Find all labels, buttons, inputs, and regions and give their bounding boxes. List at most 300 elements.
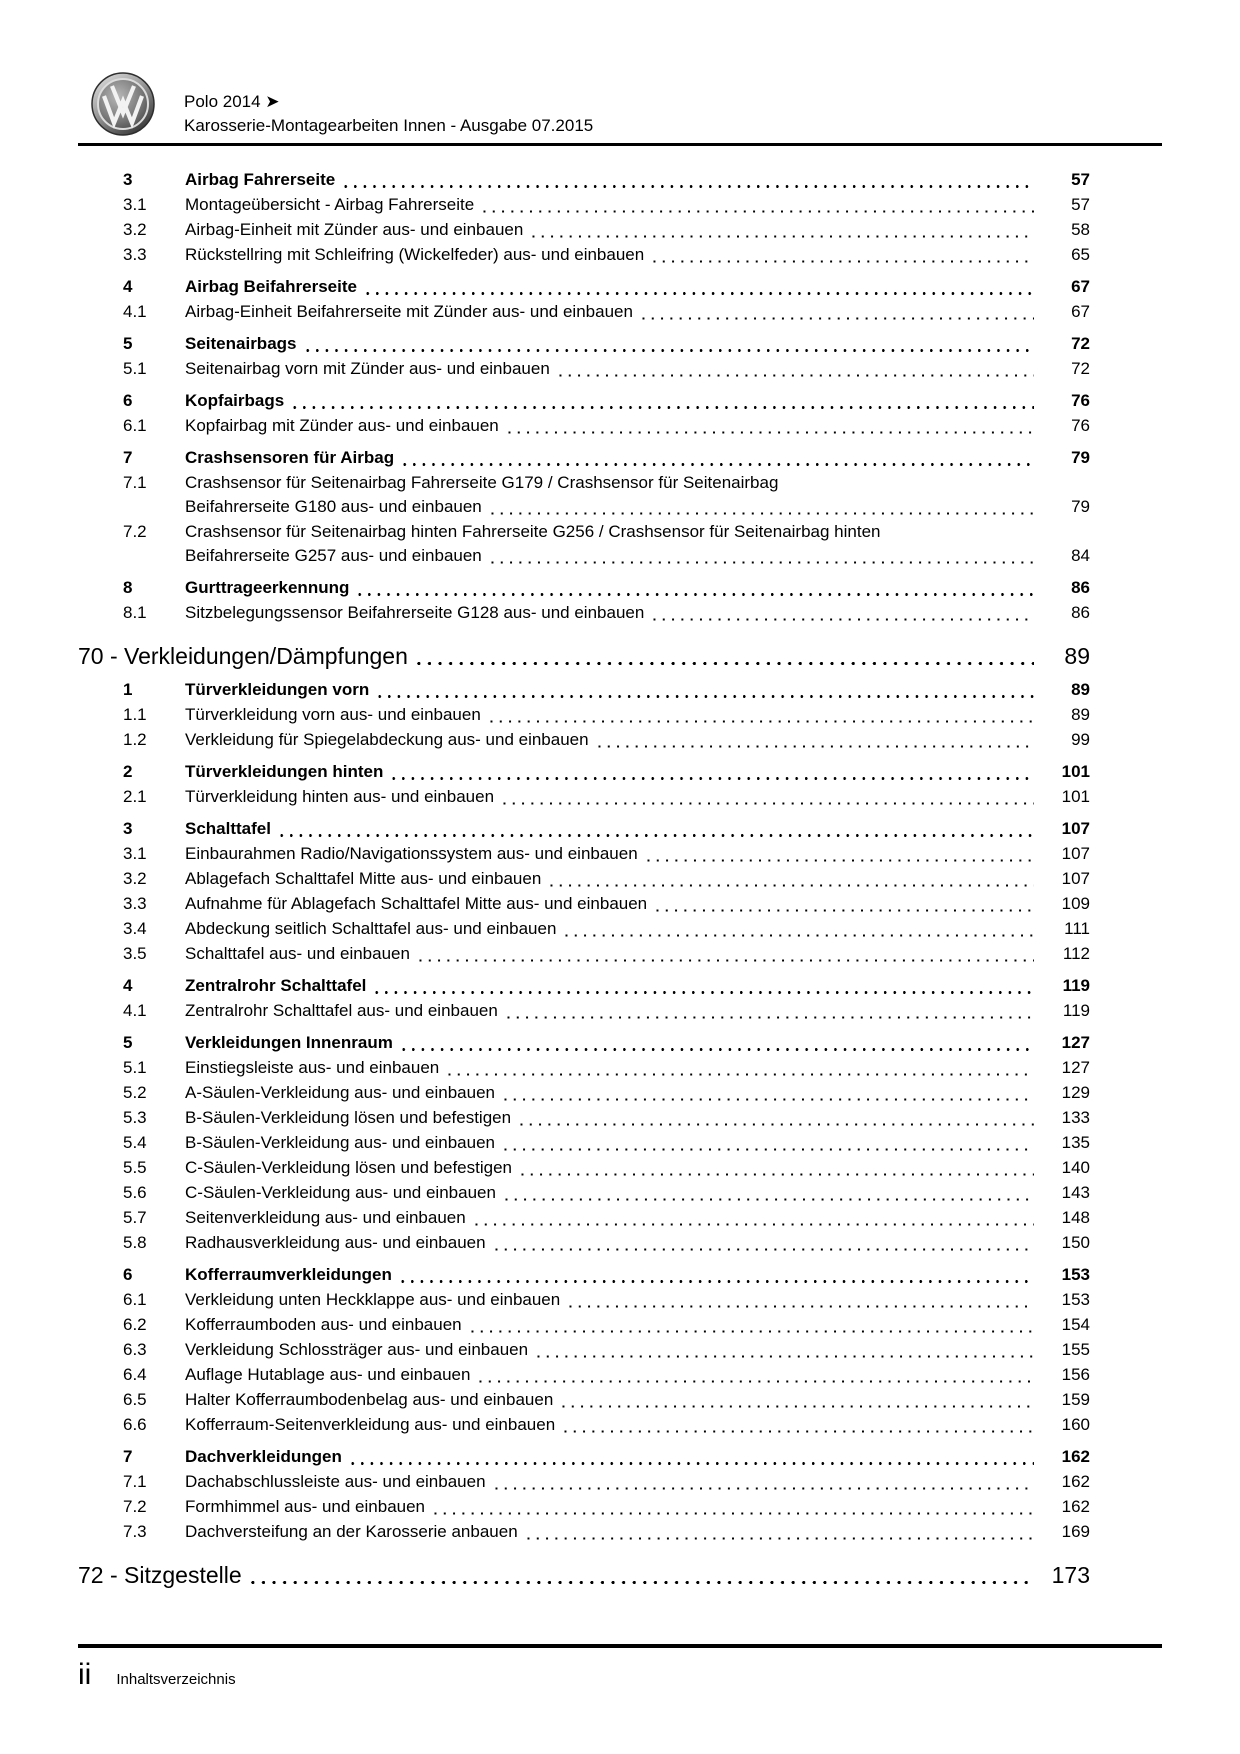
dot-leader: [521, 1172, 1034, 1177]
toc-entry: [78, 218, 1162, 242]
toc-entry-page: 153: [1061, 1265, 1090, 1284]
toc-entry-number: 4.1: [123, 302, 147, 321]
toc-entry: [78, 1288, 1162, 1312]
toc-entry-title: Formhimmel aus- und einbauen: [185, 1497, 426, 1516]
toc-entry-number: 5.3: [123, 1108, 147, 1127]
toc-entry: [78, 389, 1162, 413]
dot-leader: [495, 1247, 1034, 1252]
toc-entry-number: 7: [123, 1447, 133, 1466]
dot-leader: [378, 694, 1034, 699]
toc-entry-body: [185, 785, 1090, 809]
toc-entry: [78, 1081, 1162, 1105]
toc-entry-title-line: Crashsensor für Seitenairbag hinten Fahrerseite G256 / Crashsensor für Seitenairbag hinten: [185, 522, 881, 541]
toc-entry-body: [185, 1413, 1090, 1437]
toc-entry-body: [185, 471, 1090, 519]
toc-entry: [78, 842, 1162, 866]
toc-entry: [78, 520, 1162, 568]
toc-entry-page: 101: [1061, 762, 1090, 781]
toc-entry: [78, 974, 1162, 998]
toc-entry: [78, 193, 1162, 217]
toc-entry-body: [185, 1363, 1090, 1387]
toc-entry-body: [185, 446, 1090, 470]
toc-entry-page: 57: [1071, 195, 1090, 214]
toc-entry-number: 2.1: [123, 787, 147, 806]
dot-leader: [490, 719, 1034, 724]
toc-entry-page: 107: [1061, 819, 1090, 838]
toc-entry-page: 154: [1061, 1315, 1090, 1334]
toc-entry-number: 3.2: [123, 220, 147, 239]
toc-entry: [78, 1231, 1162, 1255]
toc-entry: [78, 999, 1162, 1023]
toc-entry-title: Crashsensoren für Airbag: [185, 448, 395, 467]
toc-entry: [78, 1263, 1162, 1287]
toc-entry-page: 86: [1071, 578, 1090, 597]
toc-entry-title: Schalttafel: [185, 819, 271, 838]
dot-leader: [475, 1222, 1034, 1227]
toc-entry-body: [185, 1131, 1090, 1155]
toc-entry-number: 3.5: [123, 944, 147, 963]
toc-entry-page: 109: [1061, 894, 1090, 913]
toc-entry-page: 86: [1071, 603, 1090, 622]
toc-entry: [78, 867, 1162, 891]
toc-entry-page: 76: [1071, 416, 1090, 435]
toc-entry-body: [185, 1156, 1090, 1180]
toc-entry-title: Verkleidung für Spiegelabdeckung aus- und einbauen: [185, 730, 589, 749]
dot-leader: [504, 1097, 1034, 1102]
toc-entry-number: 3: [123, 819, 133, 838]
toc-entry-title: 72 - Sitzgestelle: [78, 1562, 242, 1588]
toc-entry-number: 5: [123, 1033, 133, 1052]
toc-entry: [78, 892, 1162, 916]
toc-entry-page: 107: [1061, 844, 1090, 863]
toc-entry-number: 7: [123, 448, 133, 467]
toc-entry-title: Einstiegsleiste aus- und einbauen: [185, 1058, 440, 1077]
toc-entry-page: 156: [1061, 1365, 1090, 1384]
toc-entry-title: B-Säulen-Verkleidung aus- und einbauen: [185, 1133, 496, 1152]
toc-entry-page: 169: [1061, 1522, 1090, 1541]
toc-entry-number: 6.5: [123, 1390, 147, 1409]
toc-entry-body: [185, 892, 1090, 916]
toc-entry-title: Abdeckung seitlich Schalttafel aus- und einbauen: [185, 919, 557, 938]
toc-entry-body: [185, 678, 1090, 702]
toc-entry: [78, 1470, 1162, 1494]
toc-entry-title: Montageübersicht - Airbag Fahrerseite: [185, 195, 475, 214]
toc-entry-body: [185, 842, 1090, 866]
toc-entry-page: 148: [1061, 1208, 1090, 1227]
toc-entry-page: 140: [1061, 1158, 1090, 1177]
toc-entry-page: 101: [1061, 787, 1090, 806]
toc-entry-title: Dachabschlussleiste aus- und einbauen: [185, 1472, 486, 1491]
dot-leader: [569, 1304, 1034, 1309]
toc-entry-number: 5.5: [123, 1158, 147, 1177]
toc-entry-number: 3.3: [123, 894, 147, 913]
toc-entry-page: 143: [1061, 1183, 1090, 1202]
toc-entry-title: Aufnahme für Ablagefach Schalttafel Mitte aus- und einbauen: [185, 894, 648, 913]
toc-entry-page: 135: [1061, 1133, 1090, 1152]
toc-entry-page: 150: [1061, 1233, 1090, 1252]
toc-entry-number: 8.1: [123, 603, 147, 622]
toc-entry-number: 2: [123, 762, 133, 781]
toc-entry-body: [78, 1561, 1090, 1589]
toc-entry-number: 4: [123, 277, 133, 296]
toc-entry-title: Dachversteifung an der Karosserie anbauen: [185, 1522, 518, 1541]
toc-entry-page: 99: [1071, 730, 1090, 749]
toc-entry: [78, 1363, 1162, 1387]
toc-entry-body: [185, 389, 1090, 413]
dot-leader: [434, 1511, 1034, 1516]
toc-entry-body: [185, 1056, 1090, 1080]
toc-entry: [78, 275, 1162, 299]
toc-entry-page: 127: [1061, 1033, 1090, 1052]
dot-leader: [532, 234, 1034, 239]
toc-entry-body: [185, 300, 1090, 324]
toc-entry: [78, 1313, 1162, 1337]
toc-entry: [78, 703, 1162, 727]
dot-leader: [642, 316, 1034, 321]
toc-entry-number: 3.4: [123, 919, 147, 938]
toc-entry-page: 119: [1062, 976, 1090, 995]
dot-leader: [505, 1197, 1034, 1202]
toc-entry-number: 3.1: [123, 844, 147, 863]
toc-entry-title: Seitenverkleidung aus- und einbauen: [185, 1208, 466, 1227]
dot-leader: [479, 1379, 1034, 1384]
toc-entry-title: Türverkleidung hinten aus- und einbauen: [185, 787, 495, 806]
dot-leader: [306, 348, 1035, 353]
toc-entry-number: 3.2: [123, 869, 147, 888]
toc-entry-title: B-Säulen-Verkleidung lösen und befestigen: [185, 1108, 512, 1127]
toc-entry-body: [185, 1288, 1090, 1312]
toc-entry-page: 89: [1071, 680, 1090, 699]
toc-entry: [78, 1413, 1162, 1437]
table-of-contents: [78, 146, 1162, 1589]
toc-entry-body: [185, 1106, 1090, 1130]
dot-leader: [647, 858, 1034, 863]
toc-entry-number: 4.1: [123, 1001, 147, 1020]
header-doc-line: Karosserie-Montagearbeiten Innen - Ausgabe 07.2015: [184, 116, 594, 135]
toc-entry-page: 89: [1071, 705, 1090, 724]
toc-entry: [78, 728, 1162, 752]
toc-entry-body: [185, 1470, 1090, 1494]
toc-entry-body: [185, 1231, 1090, 1255]
toc-entry-body: [185, 1520, 1090, 1544]
toc-entry-body: [185, 218, 1090, 242]
toc-entry-page: 67: [1071, 277, 1090, 296]
toc-entry-page: 127: [1061, 1058, 1090, 1077]
toc-entry-body: [185, 1495, 1090, 1519]
toc-entry-body: [185, 168, 1090, 192]
dot-leader: [491, 560, 1034, 565]
toc-entry-number: 1.2: [123, 730, 147, 749]
toc-entry-body: [185, 275, 1090, 299]
toc-entry-body: [185, 357, 1090, 381]
toc-entry-number: 5.8: [123, 1233, 147, 1252]
toc-entry-number: 8: [123, 578, 133, 597]
toc-entry-body: [185, 974, 1090, 998]
toc-entry-title: Verkleidungen Innenraum: [185, 1033, 393, 1052]
toc-entry: [78, 1181, 1162, 1205]
toc-entry-title: Türverkleidungen vorn: [185, 680, 370, 699]
toc-entry-page: 107: [1061, 869, 1090, 888]
toc-entry-number: 5.6: [123, 1183, 147, 1202]
toc-entry-title: Sitzbelegungssensor Beifahrerseite G128 aus- und einbauen: [185, 603, 645, 622]
dot-leader: [419, 958, 1034, 963]
toc-entry-page: 162: [1061, 1497, 1090, 1516]
toc-entry-page: 133: [1061, 1108, 1090, 1127]
toc-entry-title: Kopfairbag mit Zünder aus- und einbauen: [185, 416, 499, 435]
dot-leader: [653, 617, 1034, 622]
toc-entry-body: [185, 601, 1090, 625]
toc-entry: [78, 300, 1162, 324]
toc-entry-title: Türverkleidungen hinten: [185, 762, 384, 781]
page-header: [78, 0, 1162, 146]
toc-entry: [78, 357, 1162, 381]
toc-entry: [78, 168, 1162, 192]
toc-entry-number: 3.1: [123, 195, 147, 214]
dot-leader: [550, 883, 1034, 888]
toc-entry-page: 89: [1064, 643, 1090, 669]
toc-entry-page: 129: [1061, 1083, 1090, 1102]
toc-entry-body: [185, 1313, 1090, 1337]
dot-leader: [656, 908, 1034, 913]
toc-entry: [78, 785, 1162, 809]
dot-leader: [508, 430, 1034, 435]
toc-entry-body: [185, 243, 1090, 267]
page-footer: [78, 1644, 1162, 1690]
toc-entry-title: Schalttafel aus- und einbauen: [185, 944, 410, 963]
toc-entry-title: Rückstellring mit Schleifring (Wickelfeder) aus- und einbauen: [185, 245, 645, 264]
toc-entry-body: [185, 193, 1090, 217]
dot-leader: [344, 184, 1034, 189]
toc-entry-number: 6.1: [123, 1290, 147, 1309]
toc-entry: [78, 1520, 1162, 1544]
dot-leader: [520, 1122, 1034, 1127]
toc-entry-body: [185, 576, 1090, 600]
toc-entry-number: 3.3: [123, 245, 147, 264]
toc-entry: [78, 917, 1162, 941]
dot-leader: [280, 833, 1034, 838]
dot-leader: [471, 1329, 1034, 1334]
toc-entry-page: 72: [1071, 359, 1090, 378]
dot-leader: [598, 744, 1034, 749]
toc-entry-body: [185, 1338, 1090, 1362]
toc-entry-number: 5: [123, 334, 133, 353]
toc-entry: [78, 576, 1162, 600]
dot-leader: [351, 1461, 1034, 1466]
toc-entry-page: 76: [1071, 391, 1090, 410]
toc-entry-number: 6.4: [123, 1365, 147, 1384]
toc-entry-title: Beifahrerseite G180 aus- und einbauen: [185, 497, 482, 516]
toc-entry-title: Dachverkleidungen: [185, 1447, 342, 1466]
toc-entry-number: 7.1: [123, 1472, 147, 1491]
dot-leader: [537, 1354, 1034, 1359]
toc-entry: [78, 817, 1162, 841]
toc-entry-body: [185, 917, 1090, 941]
toc-entry-body: [185, 760, 1090, 784]
header-text: [184, 72, 593, 138]
toc-entry-title: Auflage Hutablage aus- und einbauen: [185, 1365, 471, 1384]
toc-entry-body: [185, 999, 1090, 1023]
dot-leader: [417, 661, 1034, 666]
dot-leader: [293, 405, 1034, 410]
toc-entry-title: Ablagefach Schalttafel Mitte aus- und einbauen: [185, 869, 542, 888]
toc-entry-body: [185, 942, 1090, 966]
dot-leader: [559, 373, 1034, 378]
toc-entry-title: A-Säulen-Verkleidung aus- und einbauen: [185, 1083, 496, 1102]
dot-leader: [491, 511, 1034, 516]
toc-entry: [78, 1338, 1162, 1362]
toc-entry-number: 7.2: [123, 522, 147, 541]
toc-entry: [78, 332, 1162, 356]
toc-entry: [78, 1031, 1162, 1055]
toc-entry: [78, 1156, 1162, 1180]
toc-entry-number: 6.2: [123, 1315, 147, 1334]
toc-entry: [78, 1495, 1162, 1519]
dot-leader: [653, 259, 1034, 264]
toc-entry-title: Airbag Fahrerseite: [185, 170, 336, 189]
toc-entry-body: [185, 867, 1090, 891]
toc-entry-title: Seitenairbags: [185, 334, 297, 353]
toc-entry-body: [185, 1181, 1090, 1205]
toc-entry-title: Kofferraum-Seitenverkleidung aus- und einbauen: [185, 1415, 556, 1434]
vw-logo-icon: [91, 72, 155, 136]
toc-entry-number: 5.1: [123, 359, 147, 378]
toc-entry-number: 5.1: [123, 1058, 147, 1077]
dot-leader: [403, 462, 1034, 467]
dot-leader: [507, 1015, 1034, 1020]
toc-entry-page: 67: [1071, 302, 1090, 321]
dot-leader: [402, 1047, 1034, 1052]
toc-entry-title: Radhausverkleidung aus- und einbauen: [185, 1233, 486, 1252]
toc-entry-page: 162: [1061, 1472, 1090, 1491]
toc-entry-page: 155: [1061, 1340, 1090, 1359]
dot-leader: [375, 990, 1034, 995]
toc-entry-title: Airbag-Einheit mit Zünder aus- und einbauen: [185, 220, 524, 239]
toc-entry-body: [185, 1388, 1090, 1412]
toc-entry-title: Kofferraumverkleidungen: [185, 1265, 392, 1284]
footer-page-number: ii: [78, 1658, 92, 1691]
dot-leader: [448, 1072, 1034, 1077]
toc-entry: [78, 678, 1162, 702]
toc-entry: [78, 1388, 1162, 1412]
toc-entry-body: [185, 414, 1090, 438]
dot-leader: [251, 1580, 1034, 1585]
toc-entry-body: [185, 817, 1090, 841]
toc-entry-page: 79: [1071, 497, 1090, 516]
toc-entry-body: [185, 728, 1090, 752]
toc-entry-body: [185, 1263, 1090, 1287]
toc-entry-body: [185, 1445, 1090, 1469]
toc-entry: [78, 446, 1162, 470]
dot-leader: [495, 1486, 1034, 1491]
toc-entry-title: Verkleidung Schlossträger aus- und einbauen: [185, 1340, 529, 1359]
toc-entry: [78, 414, 1162, 438]
toc-entry-title: Airbag-Einheit Beifahrerseite mit Zünder aus- und einbauen: [185, 302, 633, 321]
toc-entry-body: [185, 332, 1090, 356]
toc-entry-page: 160: [1061, 1415, 1090, 1434]
toc-entry-body: [185, 1081, 1090, 1105]
toc-entry-number: 6.3: [123, 1340, 147, 1359]
toc-entry-page: 119: [1062, 1001, 1090, 1020]
toc-entry-title: C-Säulen-Verkleidung lösen und befestigen: [185, 1158, 513, 1177]
toc-entry-page: 112: [1062, 944, 1090, 963]
toc-entry-title: Zentralrohr Schalttafel: [185, 976, 367, 995]
toc-entry-page: 159: [1061, 1390, 1090, 1409]
dot-leader: [562, 1404, 1034, 1409]
toc-entry-title: Kofferraumboden aus- und einbauen: [185, 1315, 462, 1334]
toc-entry: [78, 601, 1162, 625]
toc-entry: [78, 642, 1162, 670]
toc-entry-body: [185, 520, 1090, 568]
toc-entry-page: 162: [1061, 1447, 1090, 1466]
dot-leader: [564, 1429, 1034, 1434]
toc-entry: [78, 1131, 1162, 1155]
toc-entry-title: Gurttrageerkennung: [185, 578, 350, 597]
toc-entry-number: 5.4: [123, 1133, 147, 1152]
toc-entry-number: 5.2: [123, 1083, 147, 1102]
dot-leader: [358, 592, 1034, 597]
toc-entry-title: Zentralrohr Schalttafel aus- und einbauen: [185, 1001, 498, 1020]
dot-leader: [504, 1147, 1034, 1152]
toc-entry-page: 153: [1061, 1290, 1090, 1309]
toc-entry-title: Halter Kofferraumbodenbelag aus- und einbauen: [185, 1390, 554, 1409]
toc-entry-page: 173: [1051, 1562, 1090, 1588]
toc-entry-title: Airbag Beifahrerseite: [185, 277, 357, 296]
toc-entry: [78, 1445, 1162, 1469]
toc-entry: [78, 1561, 1162, 1589]
toc-entry-title-line: Crashsensor für Seitenairbag Fahrerseite G179 / Crashsensor für Seitenairbag: [185, 473, 779, 492]
toc-entry-page: 57: [1071, 170, 1090, 189]
dot-leader: [483, 209, 1034, 214]
footer-label: Inhaltsverzeichnis: [116, 1671, 236, 1688]
toc-entry-body: [185, 703, 1090, 727]
toc-entry-page: 111: [1064, 919, 1090, 938]
toc-entry: [78, 471, 1162, 519]
toc-entry-number: 3: [123, 170, 133, 189]
toc-entry-title: Seitenairbag vorn mit Zünder aus- und einbauen: [185, 359, 550, 378]
toc-entry: [78, 942, 1162, 966]
toc-entry-body: [185, 1206, 1090, 1230]
dot-leader: [503, 801, 1034, 806]
toc-entry-number: 1.1: [123, 705, 147, 724]
toc-entry-number: 6.6: [123, 1415, 147, 1434]
toc-entry-number: 7.1: [123, 473, 147, 492]
toc-entry-page: 65: [1071, 245, 1090, 264]
toc-entry-title: Einbaurahmen Radio/Navigationssystem aus- und einbauen: [185, 844, 638, 863]
toc-entry-number: 6: [123, 391, 133, 410]
dot-leader: [565, 933, 1034, 938]
toc-entry-body: [185, 1031, 1090, 1055]
toc-entry-title: Beifahrerseite G257 aus- und einbauen: [185, 546, 482, 565]
toc-entry-title: Türverkleidung vorn aus- und einbauen: [185, 705, 481, 724]
toc-entry-number: 6: [123, 1265, 133, 1284]
toc-entry-title: Verkleidung unten Heckklappe aus- und einbauen: [185, 1290, 561, 1309]
toc-entry-page: 84: [1071, 546, 1090, 565]
dot-leader: [401, 1279, 1034, 1284]
toc-entry-page: 72: [1071, 334, 1090, 353]
dot-leader: [392, 776, 1034, 781]
toc-entry-number: 6.1: [123, 416, 147, 435]
toc-entry-page: 58: [1071, 220, 1090, 239]
toc-entry: [78, 1106, 1162, 1130]
toc-entry-number: 5.7: [123, 1208, 147, 1227]
header-model-line: Polo 2014 ➤: [184, 92, 280, 111]
toc-entry-number: 1: [123, 680, 133, 699]
dot-leader: [366, 291, 1034, 296]
toc-entry-title: C-Säulen-Verkleidung aus- und einbauen: [185, 1183, 496, 1202]
toc-entry: [78, 243, 1162, 267]
toc-entry-number: 7.2: [123, 1497, 147, 1516]
toc-entry-number: 4: [123, 976, 133, 995]
